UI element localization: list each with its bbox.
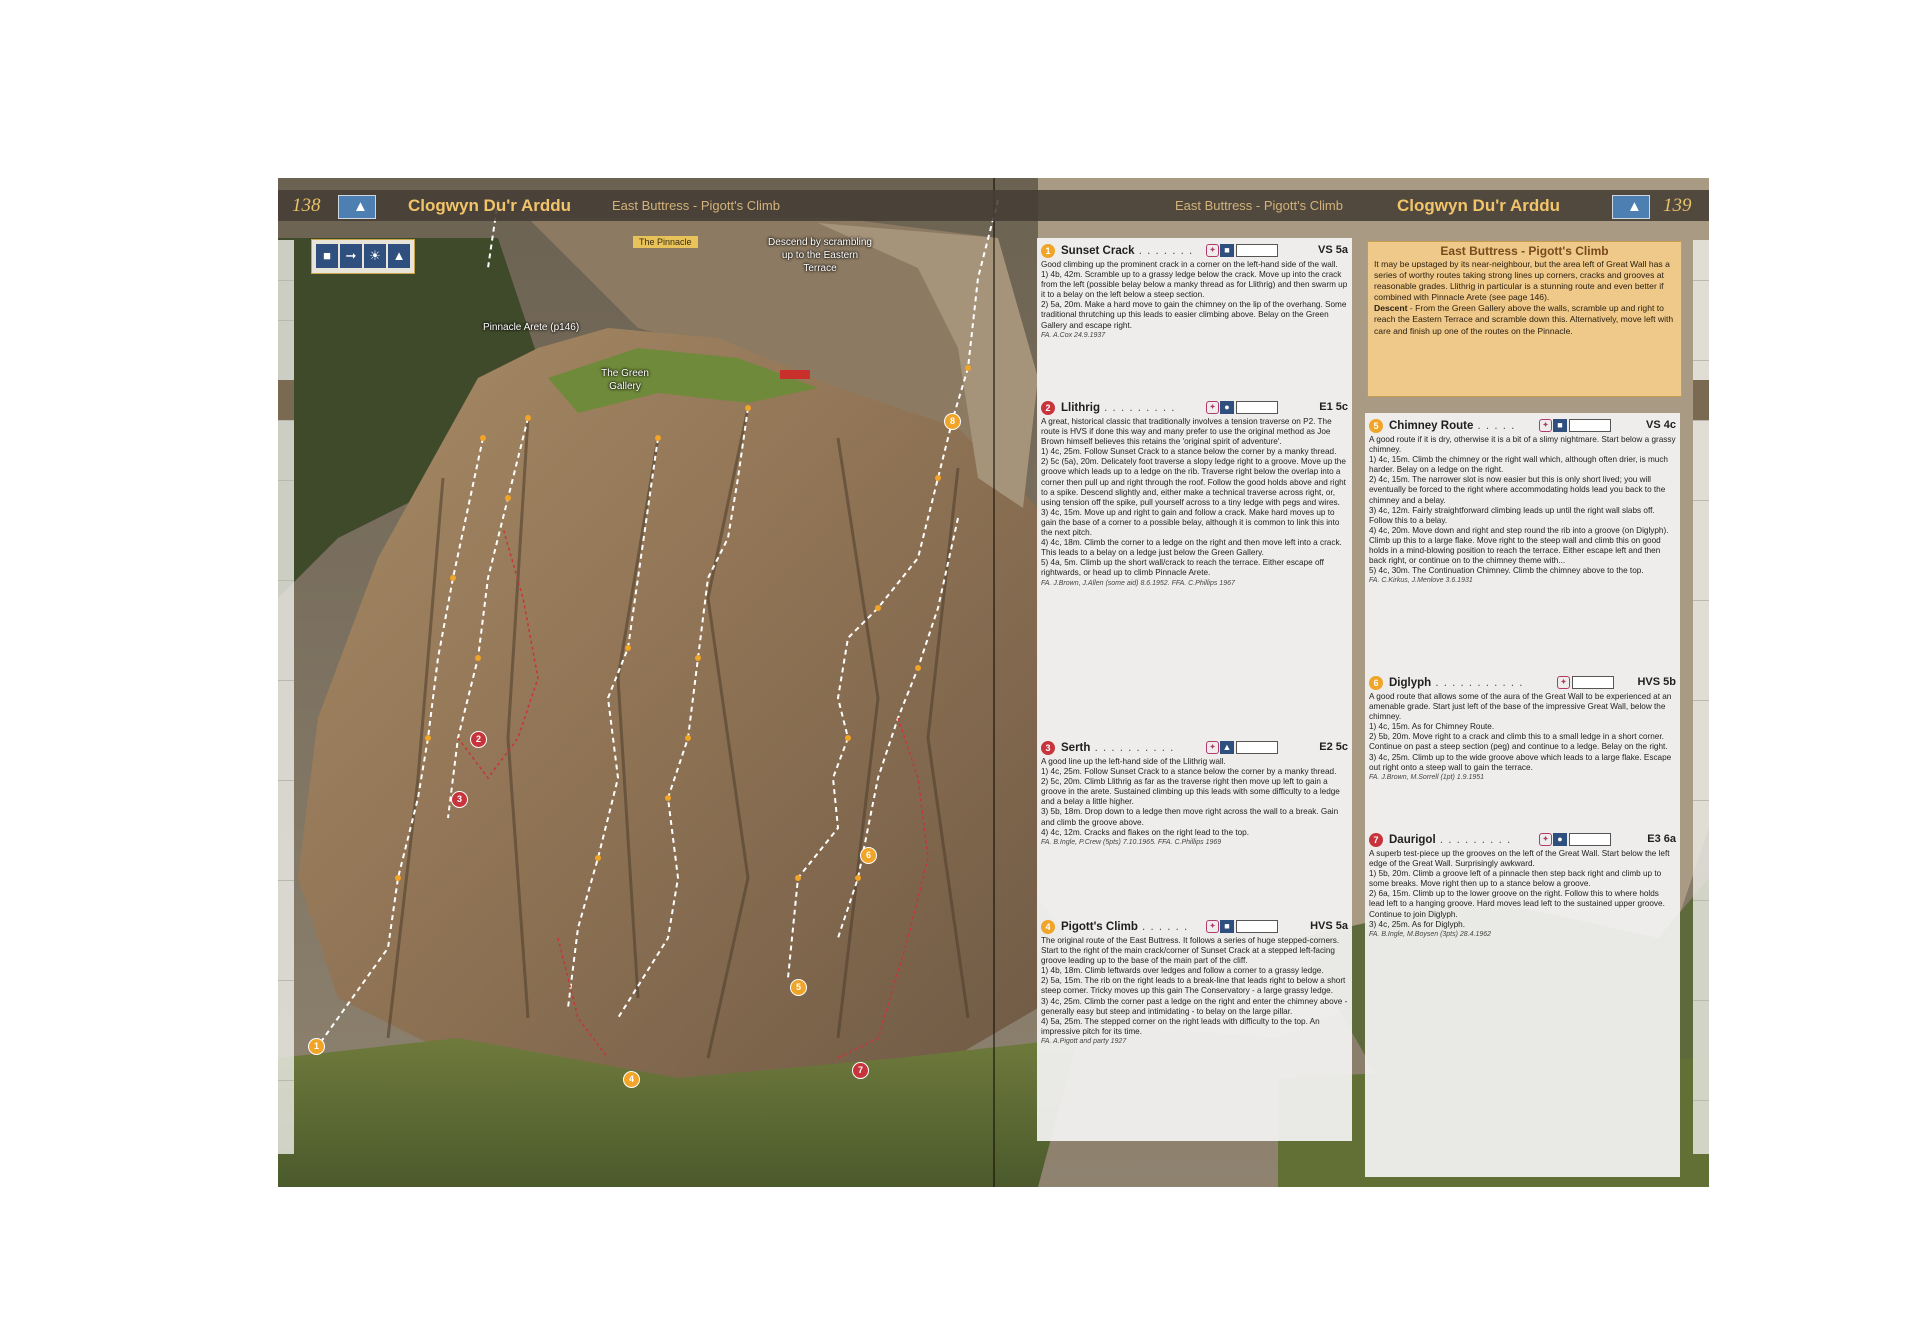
index-tab: [278, 440, 294, 481]
pitch: 3) 4c, 25m. Climb the corner past a ledge on the right and enter the chimney above - generally easy but steep and intimidating - to belay on the large pillar.: [1041, 996, 1348, 1016]
section-intro-box: [1367, 241, 1682, 397]
pitch: 4) 4c, 20m. Move down and right and step round the rib into a groove (on Diglyph). Climb up this to a large flake. Move right to the steep wall and climb this on good holds in a mind-blowing position to reach the terrace. Either escape left and then back right, or continue on to the chimney theme with...: [1369, 525, 1669, 566]
route-heading: 1 Sunset Crack . . . . . . . ✦ ■ VS 5a: [1041, 244, 1348, 260]
right-index-tabs: [1693, 240, 1709, 1154]
sun-icon: ☀: [364, 244, 386, 268]
route-descriptions-left: [1037, 238, 1352, 1141]
left-crag-title: Clogwyn Du'r Arddu: [408, 196, 572, 215]
pitch: 3) 5b, 18m. Drop down to a ledge then move right across the wall to a break. Gain and climb the groove above.: [1041, 807, 1339, 827]
tick-box: [1236, 741, 1278, 754]
route-heading: 4 Pigott's Climb . . . . . . ✦ ■ HVS 5a: [1041, 920, 1348, 936]
route-grade: E3 6a: [1647, 833, 1676, 845]
left-area-title: East Buttress - Pigott's Climb: [612, 198, 780, 213]
route-number: 7: [1369, 833, 1383, 847]
descent-label: Descent: [1374, 303, 1408, 314]
crag-key-box: [311, 239, 415, 274]
route-description: A good route if it is dry, otherwise it is a bit of a slimy nightmare. Start below a grassy chimney.: [1369, 435, 1676, 455]
route-description: A good line up the left-hand side of the Llithrig wall.: [1041, 757, 1226, 766]
route-text: [1041, 936, 1348, 1047]
route-text: [1041, 260, 1348, 341]
route-description: Good climbing up the prominent crack in a corner on the left-hand side of the wall.: [1041, 260, 1338, 269]
descent-text: - From the Green Gallery above the walls, scramble up and right to reach the Eastern Terrace and scramble down this. Alternatively, move left with care and finish up one of the routes on the Pinnacle.: [1374, 303, 1674, 336]
route-marker: 3: [451, 791, 468, 808]
index-tab: [278, 240, 294, 281]
index-tab: [278, 940, 294, 981]
star-icon: ✦: [1539, 833, 1552, 846]
route-descriptions-right: [1365, 413, 1680, 1177]
index-tab: [278, 840, 294, 881]
right-area-title: East Buttress - Pigott's Climb: [1175, 198, 1343, 213]
route-grade: HVS 5b: [1637, 676, 1676, 688]
route-description: A great, historical classic that traditionally involves a tension traverse on P2. The route is HVS if done this way and many prefer to use the original method as Joe Brown himself believes this retains the 'original spirit of adventure'.: [1041, 417, 1332, 447]
route-heading: 6 Diglyph . . . . . . . . . . . ✦ HVS 5b: [1369, 676, 1676, 692]
right-walker-icon: ▲: [1612, 195, 1650, 219]
first-ascent: FA. C.Kirkus, J.Menlove 3.6.1931: [1369, 577, 1473, 585]
route-marker: 2: [470, 731, 487, 748]
pitch: 1) 4c, 15m. Climb the chimney or the right wall which, although often drier, is much harder. Belay on a ledge on the right.: [1369, 455, 1668, 475]
label-descent: Descend by scrambling up to the Eastern Terrace: [768, 237, 872, 274]
tick-box: [1236, 244, 1278, 257]
index-tab: [1693, 240, 1709, 281]
index-tab: [1693, 1060, 1709, 1101]
index-tab: [1693, 460, 1709, 501]
index-tab: [278, 740, 294, 781]
route-name: Pigott's Climb: [1061, 921, 1138, 933]
route-description: A superb test-piece up the grooves on the left of the Great Wall. Start below the left edge of the Great Wall. Surprisingly awkward.: [1369, 849, 1670, 869]
star-icon: ✦: [1206, 244, 1219, 257]
star-icon: ✦: [1206, 920, 1219, 933]
aspect-icon: ▲: [388, 244, 410, 268]
pitch: 1) 4b, 18m. Climb leftwards over ledges and follow a corner to a grassy ledge.: [1041, 966, 1324, 976]
route-icons: [1206, 401, 1278, 415]
route-description: A good route that allows some of the aura of the Great Wall to be experienced at an amenable grade. Start just left of the base of the impressive Great Wall, below the chimney.: [1369, 692, 1672, 722]
label-the-pinnacle: The Pinnacle: [633, 236, 698, 248]
tick-box: [1236, 920, 1278, 933]
route-grade: VS 5a: [1318, 244, 1348, 256]
index-tab: [1693, 960, 1709, 1001]
pitch: 5) 4a, 5m. Climb up the short wall/crack to reach the terrace. Either escape off rightwards, or head up to climb Pinnacle Arete.: [1041, 558, 1324, 578]
right-crag-title: Clogwyn Du'r Arddu: [1397, 196, 1561, 215]
pitch: 4) 4c, 18m. Climb the corner to a ledge on the right and then move left into a crack. This leads to a belay on a ledge just below the Green Gallery.: [1041, 538, 1342, 558]
tick-box: [1569, 419, 1611, 432]
route-marker: 4: [623, 1071, 640, 1088]
route-text: [1041, 757, 1348, 848]
route-entry-serth: [1041, 741, 1348, 848]
index-tab: [278, 640, 294, 681]
route-icons: [1206, 741, 1278, 755]
route-marker: 7: [852, 1062, 869, 1079]
tick-box: [1572, 676, 1614, 689]
pitch: 3) 4c, 15m. Move up and right to gain and follow a crack. Make hard moves up to gain the base of a corner to a possible belay, although it is common to link this into the next pitch.: [1041, 507, 1340, 538]
route-text: [1369, 435, 1676, 586]
route-number: 5: [1369, 419, 1383, 433]
first-ascent: FA. B.Ingle, P.Crew (5pts) 7.10.1965. FFA. C.Phillips 1969: [1041, 838, 1222, 846]
pitch: 3) 4c, 25m. Climb up to the wide groove above which leads to a large flake. Escape out right onto a steep wall to gain the terrace.: [1369, 752, 1672, 772]
pitch: 2) 5c (5a), 20m. Delicately foot traverse a slopy ledge right to a groove. Move up the groove which leads up to a ledge on the rib. Traverse right below the overlap into a corner then pull up and right through the roof. Follow the good holds above and right to a spike. Descend slightly and, either make a technical traverse across right, or, using tension off the spike, pull yourself across to a tiny ledge with pegs and wires.: [1041, 457, 1346, 507]
approach-icon: ➞: [340, 244, 362, 268]
steep-icon: ▲: [1220, 741, 1234, 754]
running-header: [278, 190, 1709, 221]
index-tab: [1693, 560, 1709, 601]
section-intro-text: It may be upstaged by its near-neighbour, but the area left of Great Wall has a series of worthy routes taking strong lines up corners, cracks and grooves at reasonable grades. Llithrig in particular is a stunning route and even better if combined with Pinnacle Arete (see page 146).: [1374, 259, 1670, 303]
route-entry-chimney-route: [1369, 419, 1676, 586]
route-icons: [1557, 676, 1614, 690]
first-ascent: FA. J.Brown, M.Sorrell (1pt) 1.9.1951: [1369, 773, 1485, 781]
topo-spread: [278, 178, 1709, 1187]
route-entry-sunset-crack: [1041, 244, 1348, 341]
star-icon: ✦: [1206, 401, 1219, 414]
route-entry-llithrig: [1041, 401, 1348, 589]
label-pinnacle-arete: Pinnacle Arete (p146): [483, 322, 580, 333]
route-marker: 5: [790, 979, 807, 996]
route-heading: 2 Llithrig . . . . . . . . . ✦ ● E1 5c: [1041, 401, 1348, 417]
route-name: Llithrig: [1061, 402, 1100, 414]
pitch: 1) 4c, 15m. As for Chimney Route.: [1369, 722, 1495, 732]
pitch: 2) 5b, 20m. Move right to a crack and climb this to a small ledge in a short corner. Continue on past a steep section (peg) and continue to a ledge. Belay on the right.: [1369, 732, 1668, 752]
route-name: Serth: [1061, 742, 1091, 754]
climber-icon: ●: [1220, 401, 1234, 414]
page-gutter: [993, 178, 995, 1187]
section-title: East Buttress - Pigott's Climb: [1440, 244, 1609, 258]
pitch: 3) 4c, 12m. Fairly straightforward climbing leads up until the right wall slabs off. Follow this to a belay.: [1369, 505, 1655, 525]
route-grade: E2 5c: [1319, 741, 1348, 753]
star-icon: ✦: [1557, 676, 1570, 689]
index-tab-active: [278, 380, 294, 421]
route-name: Diglyph: [1389, 677, 1432, 689]
route-name: Chimney Route: [1389, 420, 1474, 432]
route-entry-pigotts-climb: [1041, 920, 1348, 1047]
pitch: 2) 5a, 15m. The rib on the right leads to a break-line that leads right to below a short steep corner. Tricky moves up this gain The Conservatory - a large grassy ledge.: [1041, 976, 1346, 996]
pitch: 1) 4c, 25m. Follow Sunset Crack to a stance below the corner by a manky thread.: [1041, 767, 1337, 777]
route-heading: 7 Daurigol . . . . . . . . . ✦ ● E3 6a: [1369, 833, 1676, 849]
pitch: 1) 5b, 20m. Climb a groove left of a pinnacle then step back right and climb up to some breaks. Move right then up to a stance below a groove.: [1369, 869, 1662, 889]
route-heading: 5 Chimney Route . . . . . ✦ ■ VS 4c: [1369, 419, 1676, 435]
right-page-number: 139: [1663, 195, 1692, 216]
gear-icon: ■: [1553, 419, 1567, 432]
index-tab: [1693, 760, 1709, 801]
pitch: 2) 4c, 15m. The narrower slot is now easier but this is only short lived; you will eventually be forced to the right where accommodating holds lead you back to the chimney and a belay.: [1369, 475, 1666, 505]
route-number: 4: [1041, 920, 1055, 934]
route-number: 2: [1041, 401, 1055, 415]
index-tab-active: [1693, 380, 1709, 421]
route-number: 3: [1041, 741, 1055, 755]
left-walker-icon: ▲: [338, 195, 376, 219]
first-ascent: FA. B.Ingle, M.Boysen (3pts) 28.4.1962: [1369, 930, 1492, 938]
gear-icon: ■: [1220, 920, 1234, 933]
route-entry-daurigol: [1369, 833, 1676, 940]
descent-paragraph: [1374, 303, 1675, 336]
route-text: [1369, 692, 1676, 783]
pitch: 1) 4b, 42m. Scramble up to a grassy ledge below the crack. Move up into the crack from the left (possible belay below a manky thread as for Llithrig) and then swarm up it to a belay on the left below a steep section.: [1041, 270, 1348, 300]
route-icons: [1539, 833, 1611, 847]
left-index-tabs: [278, 240, 294, 1154]
route-text: [1041, 417, 1348, 589]
left-page-number: 138: [292, 195, 321, 216]
star-icon: ✦: [1539, 419, 1552, 432]
pitch: 2) 5a, 20m. Make a hard move to gain the chimney on the lip of the overhang. Some traditional thrutching up this leads to easier climbing above. Belay on the Green Gallery and escape right.: [1041, 300, 1347, 330]
star-icon: ✦: [1206, 741, 1219, 754]
route-name: Sunset Crack: [1061, 245, 1135, 257]
route-number: 1: [1041, 244, 1055, 258]
tick-box: [1236, 401, 1278, 414]
route-grade: VS 4c: [1646, 419, 1676, 431]
index-tab: [1693, 320, 1709, 361]
gear-icon: ■: [1220, 244, 1234, 257]
route-icons: [1206, 920, 1278, 934]
rock-type-icon: ■: [316, 244, 338, 268]
route-marker: 1: [308, 1038, 325, 1055]
pitch: 4) 5a, 25m. The stepped corner on the right leads with difficulty to the top. An impressive pitch for its time.: [1041, 1016, 1320, 1036]
route-heading: 3 Serth . . . . . . . . . . ✦ ▲ E2 5c: [1041, 741, 1348, 757]
route-marker: 8: [944, 413, 961, 430]
route-text: [1369, 849, 1676, 940]
first-ascent: FA. A.Cox 24.9.1937: [1041, 331, 1106, 339]
pitch: 5) 4c, 30m. The Continuation Chimney. Climb the chimney above to the top.: [1369, 566, 1644, 576]
route-description: The original route of the East Buttress. It follows a series of huge stepped-corners. Start to the right of the main crack/corner of Sunset Crack at a stepped left-facing groove leading up to the base of the main part of the cliff.: [1041, 936, 1340, 966]
pitch: 2) 5c, 20m. Climb Llithrig as far as the traverse right then move up left to gain a groove in the arete. Sustained climbing up this leads with some difficulty to a ledge and a belay a little higher.: [1041, 777, 1340, 807]
route-number: 6: [1369, 676, 1383, 690]
climber-icon: ●: [1553, 833, 1567, 846]
route-entry-diglyph: [1369, 676, 1676, 783]
route-marker: 6: [860, 847, 877, 864]
first-ascent: FA. A.Pigott and party 1927: [1041, 1037, 1127, 1045]
index-tab: [1693, 660, 1709, 701]
index-tab: [1693, 860, 1709, 901]
route-name: Daurigol: [1389, 834, 1436, 846]
tick-box: [1569, 833, 1611, 846]
pitch: 2) 6a, 15m. Climb up to the lower groove on the right. Follow this to where holds lead left to a hanging groove. Hard moves lead left to the sustained upper groove. Continue to join Diglyph.: [1369, 889, 1665, 919]
pitch: 4) 4c, 12m. Cracks and flakes on the right lead to the top.: [1041, 827, 1249, 837]
route-grade: E1 5c: [1319, 401, 1348, 413]
index-tab: [278, 280, 294, 321]
pitch: 3) 4c, 25m. As for Diglyph.: [1369, 919, 1466, 929]
route-icons: [1206, 244, 1278, 258]
index-tab: [278, 540, 294, 581]
pitch: 1) 4c, 25m. Follow Sunset Crack to a stance below the corner by a manky thread.: [1041, 447, 1337, 457]
first-ascent: FA. J.Brown, J.Allen (some aid) 8.6.1952. FFA. C.Phillips 1967: [1041, 579, 1235, 587]
route-icons: [1539, 419, 1611, 433]
route-grade: HVS 5a: [1310, 920, 1348, 932]
label-green-gallery: The Green Gallery: [601, 368, 649, 392]
index-tab: [278, 1040, 294, 1081]
